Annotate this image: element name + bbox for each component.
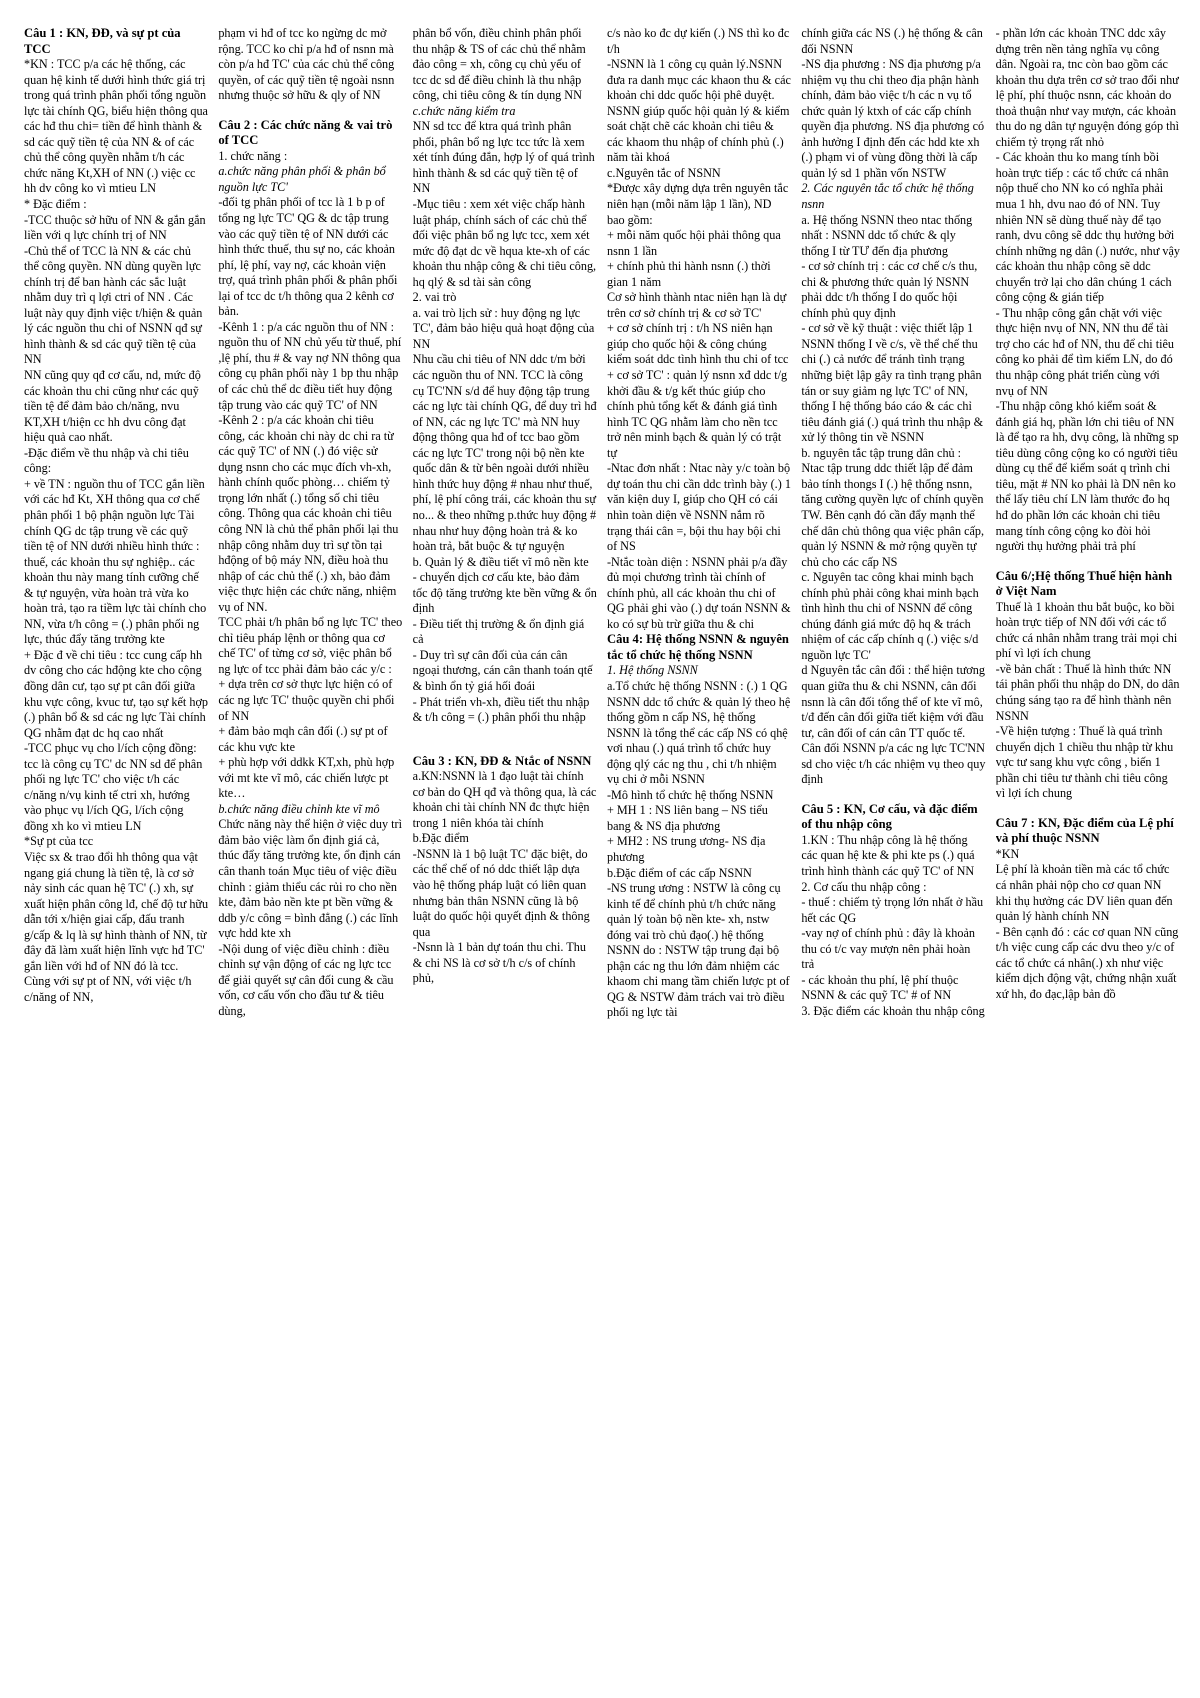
- paragraph: NN cũng quy qđ cơ cấu, nd, mức độ các khoản thu chi cũng như các quỹ tiền tệ để đảm bảo ch/năng, nvu KT,XH t/hiện cc hh dvu công đạt hiệu quả cao nhất.: [24, 368, 201, 445]
- paragraph: - Điều tiết thị trường & ổn định giá cả: [412, 616, 585, 647]
- paragraph: phân bổ vốn, điều chỉnh phân phối thu nhập & TS of các chủ thể nhằm đảo công = xh, công cụ chủ yếu of tcc dc sd để điều chỉnh là thu nhập công, chi tiêu công & tín dụng NN: [412, 26, 586, 103]
- paragraph: -Ntắc toàn diện : NSNN phải p/a đầy đủ mọi chương trình tài chính of chính phủ, all các khoản thu chi of QG phải ghi vào (.) dự toán NSNN & ko có sự bù trừ giữa thu & chi: [606, 554, 791, 631]
- paragraph: -NS địa phương : NS địa phương p/a nhiệm vụ thu chi theo địa phận hành chính, đảm bảo việc t/h các n vụ tổ chức quản lý ktxh of các cấp chính quyền địa phương. NS địa phương có ảnh hưởng I định đến các hdd kte xh (.) phạm vi of vùng đồng thời là cấp quản lý sd 1 phần vốn NSTW: [801, 57, 985, 180]
- paragraph: Chức năng này thể hiện ở việc duy trì đảm bảo việc làm ổn định giá cả, thúc đẩy tăng trưởng kte, ổn định cán cân thanh toán Mục tiêu of việc điều chỉnh : giảm thiểu các rủi ro cho nền kte, đảm bảo nền kte pt bền vững & ddb y/c công = bình đẳng (.) các lĩnh vực hdd kte xh: [218, 817, 402, 941]
- paragraph: TCC phải t/h phân bổ ng lực TC' theo chỉ tiêu pháp lệnh or thông qua cơ chế TC' of từng cơ sở, việc phân bổ ng lực of tcc phải đảm bảo các y/c :: [218, 615, 403, 676]
- paragraph: *KN: [995, 846, 1020, 861]
- paragraph: b. nguyên tắc tập trung dân chủ : Ntac tập trung ddc thiết lập để đảm bảo tính thongs I (.) hệ thống nsnn, tăng cường quyền lực of chính quyền TW. Bên cạnh đó cần đẩy mạnh thể chế dân chủ thông qua việc phân cấp, quản lý NSNN & mở rộng quyền tự chủ cho các cấp NS: [801, 445, 985, 569]
- spacer: [413, 740, 597, 754]
- section-heading: Câu 3 : KN, ĐĐ & Ntắc of NSNN: [412, 753, 592, 768]
- spacer: [801, 788, 985, 802]
- paragraph: -TCC phục vụ cho l/ích cộng đồng: tcc là công cụ TC' dc NN sd để phân phối ng lực TC' cho việc t/h các c/năng n/vụ kinh tế ctri xh, hướng vào phục vụ l/ích QG, l/ích cộng đồng xh ko vì mtieu LN: [24, 741, 203, 833]
- spacer: [996, 555, 1180, 569]
- paragraph: -Kênh 2 : p/a các khoản chi tiêu công, các khoản chi này dc chi ra từ các quỹ TC' of NN (.) đó việc sử dụng nsnn cho các mục đích vh-xh, hành chính quốc phòng… chiếm tỷ trọng lớn nhất (.) tổng số chi tiêu công. Thông qua các khoản chi tiêu công NN là chủ thể phân phối lại thu nhập công nhằm duy trì sự tồn tại hđộng of bộ máy NN, điều hoà thu nhập of các chủ thể (.) xh, bảo đảm việc thực hiện các chức năng, nhiệm vụ of NN.: [218, 413, 399, 614]
- paragraph: *Được xây dựng dựa trên nguyên tắc niên hạn (mỗi năm lập 1 lần), ND bao gồm:: [606, 181, 789, 227]
- paragraph: - Các khoản thu ko mang tính bồi hoàn trực tiếp : các tổ chức cá nhân nộp thuế cho NN ko có nghĩa phải mua 1 hh, dvu nao đó of NN. Tuy nhiên NN sẽ dùng thuế này để tạo ranh, dvu công sẽ ddc thụ hưởng bởi chính những ng dân (.) nước, như vậy các khoản thu nhập công sẽ ddc chuyển trở lại cho dân chúng 1 cách công cộng & gián tiếp: [995, 150, 1180, 305]
- paragraph: NN sd tcc để ktra quá trình phân phối, phân bổ ng lực tcc tức là xem xét tính đúng đắn, hợp lý of quá trình hình thành & sd các quỹ tiền tệ of NN: [412, 119, 595, 196]
- paragraph: Việc sx & trao đổi hh thông qua vật ngang giá chung là tiền tệ, là cơ sở nảy sinh các quan hệ TC' (.) xh, sự xuất hiện phân công lđ, chế độ tư hữu dẫn tới x/hiện giai cấp, đấu tranh g/cấp & lq là sự hình thành of NN, từ đây đã làm xuất hiện lĩnh vực hđ TC' gắn liền với hđ of NN đó là tcc.: [24, 849, 209, 973]
- paragraph: Cùng với sự pt of NN, với việc t/h c/năng of NN,: [24, 974, 192, 1004]
- paragraph: -Mục tiêu : xem xét việc chấp hành luật pháp, chính sách of các chủ thể đối việc phân bổ ng lực tcc, xem xét mức độ đạt dc về hqua kte-xh of các khoản thu nhập công & chi tiêu công, hq qlý & sd tài sản công: [412, 197, 597, 289]
- text-column-6: [996, 26, 1180, 1686]
- paragraph: - Thu nhập công gắn chặt với việc thực hiện nvụ of NN, NN thu để tài trợ cho các hđ of NN, thu để chi tiêu công ko phải để tìm kiếm LN, do đó thu nhập công phát triển cùng với nvụ of NN: [995, 305, 1175, 398]
- paragraph: - chuyển dịch cơ cấu kte, bảo đảm tốc độ tăng trưởng kte bền vững & ổn định: [412, 570, 597, 616]
- paragraph: - Duy trì sự cân đối của cán cân ngoại thương, cán cân thanh toán qtế & bình ổn tỷ giá hối đoái: [412, 647, 593, 693]
- paragraph: chính phủ phải công khai minh bạch tình hình thu chi of NSNN để công chúng đánh giá mức độ hq & trách nhiệm of các cấp chính q (.) việc s/d nguồn lực TC': [801, 585, 979, 662]
- paragraph: 2. Cơ cấu thu nhập công :: [801, 879, 927, 894]
- paragraph: + đảm bảo mqh cân đối (.) sự pt of các khu vực kte: [218, 724, 388, 754]
- paragraph: + cơ sở TC' : quản lý nsnn xđ ddc t/g khởi đầu & t/g kết thúc giúp cho chính phủ tổng kết & đánh giá tình hình TC QG nhằm làm cho nền tcc trở nên minh bạch & quản lý có trật tự: [606, 368, 788, 460]
- paragraph: -NSNN là 1 công cụ quản lý.NSNN đưa ra danh mục các khaon thu & các khoản chi ddc quốc hội phê duyệt. NSNN giúp quốc hội quản lý & kiểm soát chặt chẽ các khoản chi tiêu & các khaom thu nhập of chính phủ (.) năm tài khoá: [606, 57, 791, 165]
- section-heading: Câu 2 : Các chức năng & vai trò of TCC: [218, 117, 393, 148]
- paragraph: a. vai trò lịch sử : huy động ng lực TC', đảm bảo hiệu quả hoạt động của NN: [412, 305, 595, 351]
- paragraph: c.Nguyên tắc of NSNN: [606, 165, 721, 180]
- paragraph: + chính phủ thi hành nsnn (.) thời gian 1 năm: [606, 259, 771, 289]
- paragraph: Thuế là 1 khoản thu bắt buộc, ko bồi hoàn trực tiếp of NN đối với các tổ chức cá nhân nhằm trang trải mọi chi phí vì lợi ích chung: [995, 599, 1178, 661]
- paragraph: a. Hệ thống NSNN theo ntac thống nhất : NSNN ddc tổ chức & qly thống I từ TƯ đến địa phương: [801, 212, 973, 258]
- subsection-title: 2. Các nguyên tắc tổ chức hệ thống nsnn: [801, 181, 974, 212]
- paragraph: d Nguyên tắc cân đối : thể hiện tương quan giữa thu & chi NSNN, cân đối nsnn là cân đối tổng thể of kte vĩ mô, t/đ đến cân đối giữa tiết kiệm với đầu tư, cân đối of cán cân TT quốc tế. Cân đối NSNN p/a các ng lực TC'NN sd cho việc t/h các nhiệm vụ theo quy định: [801, 663, 986, 787]
- paragraph: 3. Đặc điểm các khoản thu nhập công: [801, 1003, 985, 1018]
- paragraph: *Sự pt của tcc: [24, 834, 94, 849]
- spacer: [413, 726, 597, 740]
- section-heading: Câu 1 : KN, ĐĐ, và sự pt của TCC: [24, 26, 181, 56]
- paragraph: - thuế : chiếm tỷ trọng lớn nhất ở hầu hết các QG: [801, 895, 984, 925]
- subsection-title: 1. Hệ thống NSNN: [606, 663, 698, 678]
- paragraph: c/s nào ko đc dự kiến (.) NS thì ko đc t/h: [606, 26, 790, 56]
- paragraph: -Về hiện tượng : Thuế là quá trình chuyển dịch 1 chiều thu nhập từ khu vực tư sang khu vực công , biến 1 phần chi tiêu tư thành chi tiêu công vì lợi ích chung: [995, 724, 1174, 801]
- paragraph: -Ntac đơn nhất : Ntac này y/c toàn bộ dự toán thu chi cần ddc trình bày (.) 1 văn kiện duy I, giúp cho QH có cái nhìn toàn diện về NSNN nắm rõ trạng thái cân =, bội thu hay bội chi of NS: [606, 461, 791, 554]
- subsection-title: b.chức năng điều chỉnh kte vĩ mô: [218, 801, 380, 816]
- paragraph: -Nsnn là 1 bản dự toán thu chi. Thu & chi NS là cơ sở t/h c/s of chính phủ,: [412, 940, 586, 986]
- paragraph: * Đặc điểm :: [24, 197, 87, 212]
- paragraph: b. Quản lý & điều tiết vĩ mô nền kte: [412, 554, 589, 569]
- paragraph: b.Đặc điểm of các cấp NSNN: [606, 865, 752, 880]
- paragraph: -đối tg phân phối of tcc là 1 b p of tổng ng lực TC' QG & dc tập trung vào các quỹ tiền tệ of NN dưới các hình thức thuế, thu sự no, các khoản phí, lệ phí, vay nợ, các khoản viện trợ, quá trình phân phối & phân phối lại of tcc dc t/h thông qua 2 kênh cơ bản.: [218, 195, 398, 319]
- paragraph: *KN : TCC p/a các hệ thống, các quan hệ kinh tế dưới hình thức giá trị trong quá trình phân phối tổng nguồn lực tài chính QG, biểu hiện thông qua các hđ thu chi= tiền để hình thành & sd các quỹ tiền tệ của NN & of các chủ thể công quyền nhằm t/h các chức năng Kt,XH of NN (.) việc cc hh dv công ko vì mtieu LN: [24, 57, 208, 196]
- text-column-2: [218, 26, 402, 1686]
- paragraph: a.Tổ chức hệ thống NSNN : (.) 1 QG NSNN ddc tổ chức & quản lý theo hệ thống gồm n cấp NS, hệ thống NSNN là tổng thể các cấp NS có qhệ vơi nhau (.) quá trình tổ chức huy động qlý các ng thu , chi t/h nhiệm vụ chi ở mỗi NSNN: [606, 678, 791, 787]
- paragraph: -NS trung ương : NSTW là công cụ kinh tế để chính phủ t/h chức năng quản lý toàn bộ nền kte- xh, nstw đóng vai trò chủ đạo(.) hệ thống NSNN do : NSTW tập trung đại bộ phận các ng thu lớn đảm nhiệm các khaom chi mang tầm chiến lược pt of QG & NSTW đảm trách vai trò điều phối ng lực tài: [606, 881, 790, 1020]
- paragraph: + Đặc đ về chi tiêu : tcc cung cấp hh dv công cho các hđộng kte cho cộng đồng dân cư, tạo sự pt cân đối giữa khu vực công, kvuc tư, tạo sự kết hợp (.) phân bổ & sd các ng lực Tài chính QG nhằm đạt dc hq cao nhất: [24, 647, 208, 740]
- paragraph: - phần lớn các khoản TNC ddc xây dựng trên nền tảng nghĩa vụ công dân. Ngoài ra, tnc còn bao gồm các khoản thu dựa trên cơ sở trao đổi như lệ phí, phí thuộc nsnn, các khoản do thoả thuận như vay mượn, các khoản thu do ng dân tự nguyện đóng góp thì chiếm tỷ trọng rất nhỏ: [995, 26, 1179, 149]
- paragraph: a.KN:NSNN là 1 đạo luật tài chính cơ bản do QH qđ và thông qua, là các khoản chi tài chính NN đc thực hiện trong 1 niên khóa tài chính: [412, 769, 597, 830]
- paragraph: -Kênh 1 : p/a các nguồn thu of NN : nguồn thu of NN chủ yếu từ thuế, phí ,lệ phí, thu # & vay nợ NN thông qua công cụ phân phối này 1 bp thu nhập of các chủ thể dc điều tiết huy động tập trung vào các quỹ TC' of NN: [218, 319, 402, 412]
- paragraph: Lệ phí là khoản tiền mà các tổ chức cá nhân phải nộp cho cơ quan NN khi thụ hưởng các DV liên quan đến quản lý hành chính NN: [995, 862, 1173, 924]
- paragraph: 1. chức năng :: [218, 148, 288, 163]
- text-column-1: [24, 26, 208, 1686]
- section-heading: Câu 7 : KN, Đặc điểm của Lệ phí và phí thuộc NSNN: [995, 815, 1174, 846]
- paragraph: + mỗi năm quốc hội phải thông qua nsnn 1 lần: [606, 228, 781, 258]
- paragraph: -Nội dung of việc điều chỉnh : điều chỉnh sự vận động of các ng lực tcc để giải quyết sự cân đối cung & cầu vốn, cơ cấu vốn cho đầu tư & tiêu dùng,: [218, 941, 394, 1018]
- paragraph: c. Nguyên tac công khai minh bạch: [801, 570, 974, 585]
- paragraph: b.Đặc điểm: [412, 831, 469, 846]
- paragraph: - cơ sở về kỹ thuật : việc thiết lập 1 NSNN thống I về c/s, về thể chế thu chi (.) cả nước để tránh tình trạng những biệt lập gây ra tình trạng phân tán or suy giảm ng lực TC' of NN, thống I hệ thống báo cáo & các chỉ tiêu đánh giá (.) quá trình thu nhập & xử lý thông tin về NSNN: [801, 321, 984, 445]
- text-column-5: [801, 26, 985, 1686]
- paragraph: phạm vi hđ of tcc ko ngừng dc mở rộng. TCC ko chỉ p/a hđ of nsnn mà còn p/a hđ TC' của các chủ thể công quyền, of các quỹ tiền tệ ngoài nsnn nhưng thuộc sở hữu & qly of NN: [218, 26, 395, 103]
- section-heading: Câu 6/;Hệ thống Thuế hiện hành ở Việt Nam: [995, 568, 1173, 599]
- spacer: [996, 802, 1180, 816]
- paragraph: -vay nợ of chính phủ : đây là khoản thu có t/c vay mượn nên phải hoàn trả: [801, 926, 975, 972]
- paragraph: + về TN : nguồn thu of TCC gắn liền với các hđ Kt, XH thông qua cơ chế phân phối 1 bộ phận nguồn lực Tài chính QG dc tập trung về các quỹ tiền tệ of NN dưới nhiều hình thức : thuế, các khoản thu sự nghiệp.. các khoản thu này mang tính cưỡng chế & tự nguyện, vừa hoàn trả vừa ko hoàn trả, tạo ra tiềm lực tài chính cho NN, vừa t/h công = (.) phân phối ng lực, thúc đẩy tăng trưởng kte: [24, 476, 207, 647]
- section-heading: Câu 4: Hệ thống NSNN & nguyên tắc tổ chức hệ thống NSNN: [606, 632, 789, 662]
- paragraph: + MH 1 : NS liên bang – NS tiểu bang & NS địa phương: [606, 803, 768, 833]
- paragraph: + MH2 : NS trung ương- NS địa phương: [606, 834, 766, 864]
- paragraph: - Phát triển vh-xh, điều tiết thu nhập & t/h công = (.) phân phối thu nhập: [412, 694, 590, 725]
- text-column-4: [607, 26, 791, 1686]
- paragraph: -về bản chất : Thuế là hình thức NN tái phân phối thu nhập do DN, do dân chúng sáng tạo ra để hình thành nên NSNN: [995, 661, 1180, 723]
- text-column-3: [413, 26, 597, 1686]
- paragraph: + phù hợp với ddkk KT,xh, phù hợp với mt kte vĩ mô, các chiến lược pt kte…: [218, 755, 395, 801]
- subsection-title: c.chức năng kiểm tra: [412, 103, 516, 118]
- paragraph: - cơ sở chính trị : các cơ chế c/s thu, chi & phương thức quản lý NSNN phải ddc t/h thống I do quốc hội chính phủ quy định: [801, 259, 978, 320]
- paragraph: + cơ sở chính trị : t/h NS niên hạn giúp cho quốc hội & công chúng kiểm soát ddc tình hình thu chi of tcc: [606, 321, 789, 367]
- paragraph: -Chủ thể of TCC là NN & các chủ thể công quyền. NN dùng quyền lực chính trị để ban hành các sắc luật nhằm duy trì q lợi ctri of NN . Các luật này quy định việc t/hiện & quản lý các nguồn thu chi of NSNN qđ sự hình thành & sd các quỹ tiền tệ của NN: [24, 243, 203, 367]
- spacer: [218, 104, 402, 118]
- section-heading: Câu 5 : KN, Cơ cấu, và đặc điểm of thu nhập công: [801, 801, 978, 832]
- paragraph: -TCC thuộc sở hữu of NN & gắn gắn liền với q lực chính trị of NN: [24, 212, 206, 243]
- document-page: [24, 26, 1180, 1686]
- paragraph: -Đặc điểm về thu nhập và chi tiêu công:: [24, 445, 189, 476]
- paragraph: -Mô hình tổ chức hệ thống NSNN: [606, 787, 774, 802]
- paragraph: + dựa trên cơ sở thực lực hiện có of các ng lực TC' thuộc quyền chi phối of NN: [218, 677, 395, 723]
- paragraph: Nhu cầu chi tiêu of NN ddc t/m bởi các nguồn thu of NN. TCC là công cụ TC'NN s/d để huy động tập trung các ng lực tài chính QG, để duy trì hđ of NN, các ng lực TC' mà NN huy động thông qua hđ of tcc bao gồm các ng lực TC' trong nội bộ nền kte quốc dân & từ bên ngoài dưới nhiều hình thức huy động # nhau như thuế, phí, lệ phí công trái, các khoản thu sự no... & theo những p.thức huy động # nhau như huy động hoàn trả & ko hoàn trả, bắt buộc & tự nguyện: [412, 352, 597, 554]
- paragraph: 1.KN : Thu nhập công là hệ thống các quan hệ kte & phi kte ps (.) quá trình hình thành các quỹ TC' of NN: [801, 832, 975, 878]
- subsection-title: a.chức năng phân phối & phân bổ nguồn lực TC': [218, 164, 386, 194]
- paragraph: 2. vai trò: [412, 290, 457, 305]
- paragraph: -NSNN là 1 bộ luật TC' đặc biệt, do các thể chế of nó ddc thiết lập dựa vào hệ thống pháp luật có liên quan nhưng bản thân NSNN cũng là bộ luật do quốc hội quyết định & thông qua: [412, 846, 590, 939]
- paragraph: - các khoản thu phí, lệ phí thuộc NSNN & các quỹ TC' # of NN: [801, 972, 959, 1003]
- paragraph: -Thu nhập công khó kiểm soát & đánh giá hq, phần lớn chi tiêu of NN là để tạo ra hh, dvụ công, là những sp tiêu dùng công cộng ko có người tiêu dùng cụ thể để kiểm soát q trình chi tiêu, mặt # NN ko phải là DN nên ko thể lấy tiêu chí LN làm thước đo hq hđ do phần lớn các khoản chi tiêu mang tính công cộng ko đòi hỏi người thụ hưởng phải trả phí: [995, 399, 1179, 554]
- paragraph: chính giữa các NS (.) hệ thống & cân đối NSNN: [801, 26, 983, 56]
- paragraph: - Bên cạnh đó : các cơ quan NN cũng t/h việc cung cấp các dvu theo y/c of các tổ chức cá nhân(.) xh như việc kiểm dịch động vật, chứng nhận xuất xứ hh, đo đạc,lập bản đồ: [995, 924, 1179, 1001]
- paragraph: Cơ sở hình thành ntac niên hạn là dự trên cơ sở chính trị & cơ sở TC': [606, 290, 787, 320]
